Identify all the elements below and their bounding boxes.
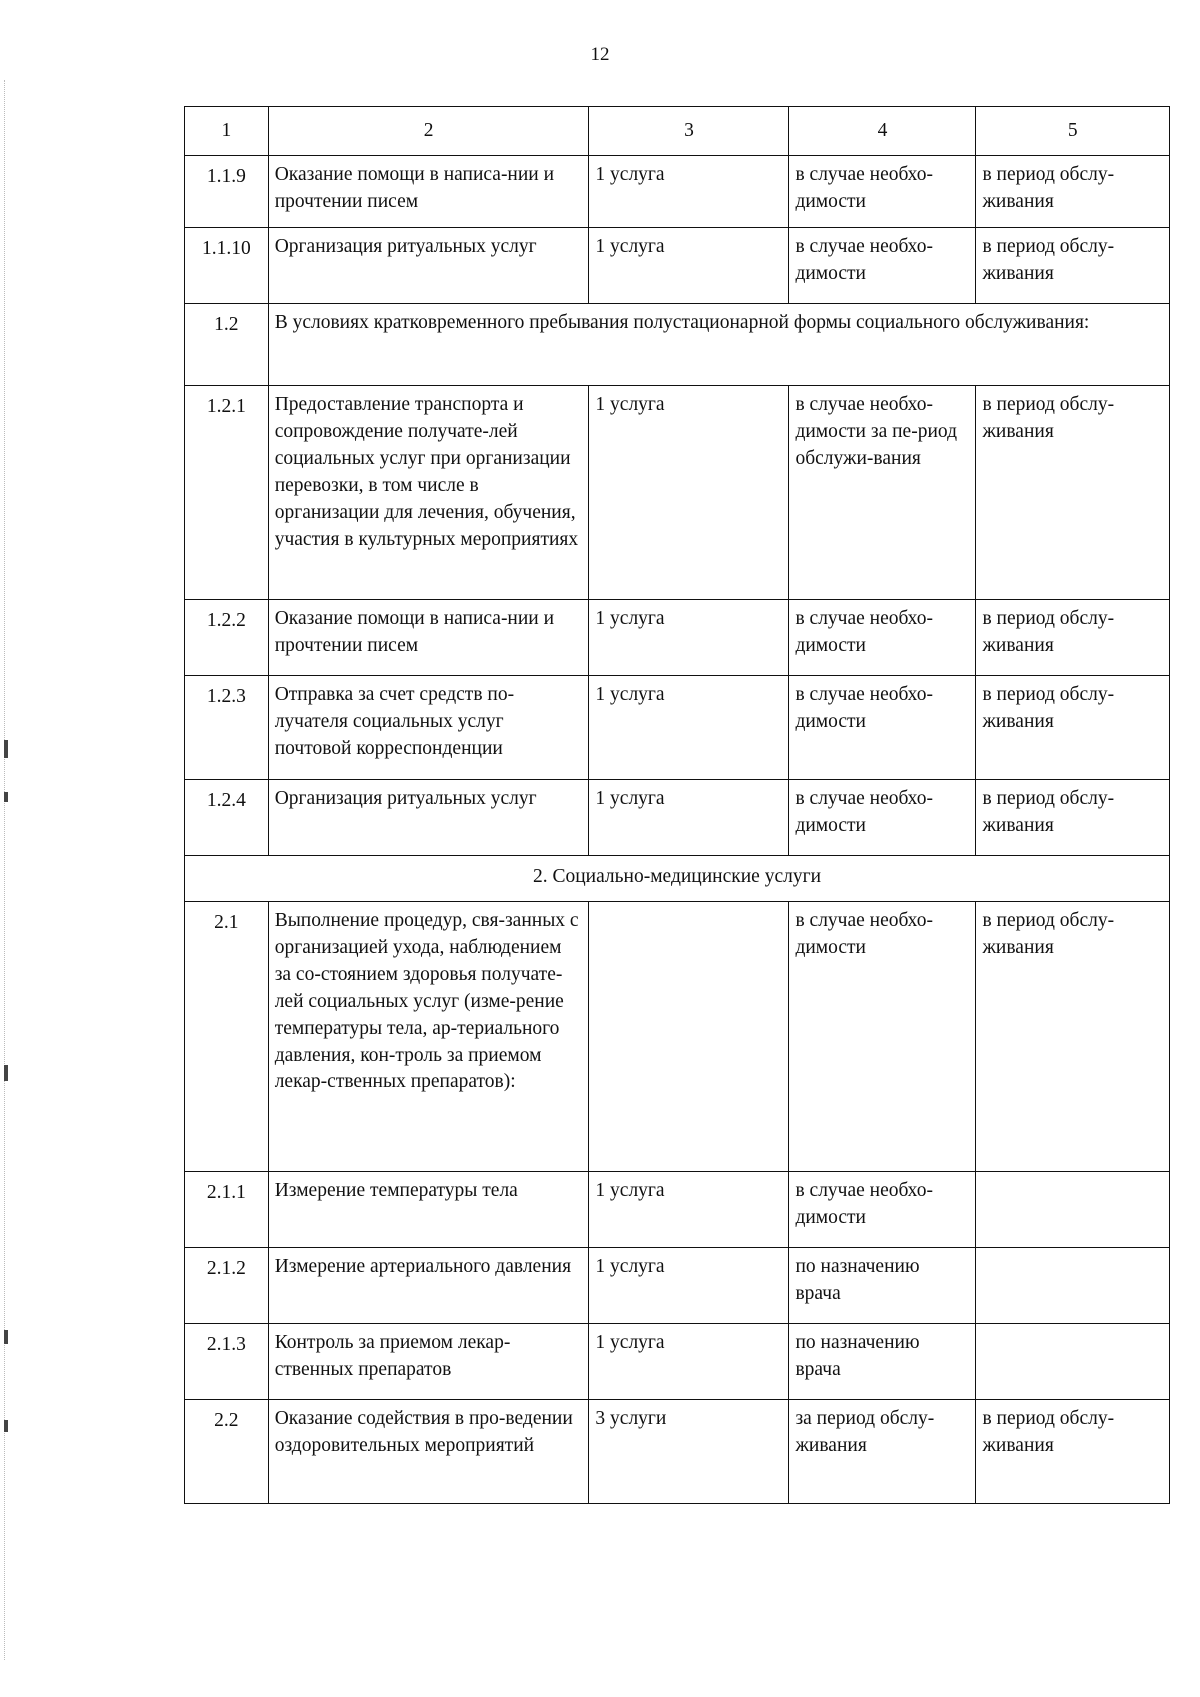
- table-row: [185, 1324, 1170, 1400]
- service-periodicity: в случае необхо-димости: [789, 1172, 976, 1248]
- service-term: [976, 1324, 1170, 1400]
- table-row: [185, 1400, 1170, 1504]
- service-volume: 1 услуга: [589, 780, 789, 856]
- service-name: Выполнение процедур, свя-занных с организацией ухода, наблюдением за со-стоянием здоровья получате-лей социальных услуг (изме-рение температуры тела, ар-териального давления, кон-троль за приемом лекар-ственных препаратов):: [268, 902, 589, 1172]
- service-name: Оказание помощи в написа-нии и прочтении писем: [268, 600, 589, 676]
- service-term: в период обслу-живания: [976, 600, 1170, 676]
- table-row: [185, 600, 1170, 676]
- service-periodicity: в случае необхо-димости: [789, 676, 976, 780]
- service-periodicity: в случае необхо-димости: [789, 902, 976, 1172]
- table-row: [185, 902, 1170, 1172]
- service-term: в период обслу-живания: [976, 228, 1170, 304]
- service-volume: 1 услуга: [589, 1248, 789, 1324]
- service-volume: 1 услуга: [589, 1172, 789, 1248]
- table-row: [185, 228, 1170, 304]
- service-periodicity: в случае необхо-димости: [789, 228, 976, 304]
- service-volume: 1 услуга: [589, 600, 789, 676]
- subsection-title: В условиях кратковременного пребывания полустационарной формы социального обслуживания:: [268, 304, 1169, 386]
- service-name: Организация ритуальных услуг: [268, 228, 589, 304]
- table-header-row: [185, 107, 1170, 156]
- row-number: 2.1.3: [185, 1324, 269, 1400]
- service-term: в период обслу-живания: [976, 386, 1170, 600]
- row-number: 1.1.9: [185, 156, 269, 228]
- service-name: Оказание содействия в про-ведении оздоровительных мероприятий: [268, 1400, 589, 1504]
- header-cell: 2: [268, 107, 589, 156]
- row-number: 1.2.3: [185, 676, 269, 780]
- row-number: 2.1.1: [185, 1172, 269, 1248]
- service-periodicity: в случае необхо-димости: [789, 600, 976, 676]
- service-periodicity: по назначению врача: [789, 1324, 976, 1400]
- service-term: [976, 1172, 1170, 1248]
- service-name: Измерение температуры тела: [268, 1172, 589, 1248]
- row-number: 1.1.10: [185, 228, 269, 304]
- header-cell: 1: [185, 107, 269, 156]
- service-term: в период обслу-живания: [976, 902, 1170, 1172]
- service-term: [976, 1248, 1170, 1324]
- service-name: Отправка за счет средств по-лучателя социальных услуг почтовой корреспонденции: [268, 676, 589, 780]
- row-number: 2.1.2: [185, 1248, 269, 1324]
- section-row: [185, 856, 1170, 902]
- subsection-number: 1.2: [185, 304, 269, 386]
- table-row: [185, 676, 1170, 780]
- table-row: [185, 386, 1170, 600]
- row-number: 2.1: [185, 902, 269, 1172]
- scan-edge-marks: [4, 80, 13, 1660]
- service-term: в период обслу-живания: [976, 1400, 1170, 1504]
- service-periodicity: в случае необхо-димости: [789, 156, 976, 228]
- services-table: [184, 106, 1170, 1504]
- page-number: 12: [590, 44, 610, 65]
- service-name: Предоставление транспорта и сопровождение получате-лей социальных услуг при организации перевозки, в том числе в организации для лечения, обучения, участия в культурных мероприятиях: [268, 386, 589, 600]
- service-volume: [589, 902, 789, 1172]
- service-volume: 1 услуга: [589, 386, 789, 600]
- row-number: 1.2.2: [185, 600, 269, 676]
- row-number: 1.2.1: [185, 386, 269, 600]
- service-volume: 3 услуги: [589, 1400, 789, 1504]
- service-periodicity: за период обслу-живания: [789, 1400, 976, 1504]
- header-cell: 3: [589, 107, 789, 156]
- subsection-row: [185, 304, 1170, 386]
- service-periodicity: в случае необхо-димости: [789, 780, 976, 856]
- table-row: [185, 780, 1170, 856]
- service-term: в период обслу-живания: [976, 156, 1170, 228]
- service-volume: 1 услуга: [589, 1324, 789, 1400]
- service-periodicity: по назначению врача: [789, 1248, 976, 1324]
- service-volume: 1 услуга: [589, 156, 789, 228]
- service-name: Контроль за приемом лекар-ственных препаратов: [268, 1324, 589, 1400]
- table-row: [185, 156, 1170, 228]
- row-number: 1.2.4: [185, 780, 269, 856]
- header-cell: 4: [789, 107, 976, 156]
- service-term: в период обслу-живания: [976, 676, 1170, 780]
- header-cell: 5: [976, 107, 1170, 156]
- service-term: в период обслу-живания: [976, 780, 1170, 856]
- row-number: 2.2: [185, 1400, 269, 1504]
- service-name: Измерение артериального давления: [268, 1248, 589, 1324]
- service-periodicity: в случае необхо-димости за пе-риод обслужи-вания: [789, 386, 976, 600]
- service-volume: 1 услуга: [589, 676, 789, 780]
- section-title: 2. Социально-медицинские услуги: [185, 856, 1170, 902]
- service-name: Оказание помощи в написа-нии и прочтении писем: [268, 156, 589, 228]
- service-name: Организация ритуальных услуг: [268, 780, 589, 856]
- table-row: [185, 1248, 1170, 1324]
- table-row: [185, 1172, 1170, 1248]
- service-volume: 1 услуга: [589, 228, 789, 304]
